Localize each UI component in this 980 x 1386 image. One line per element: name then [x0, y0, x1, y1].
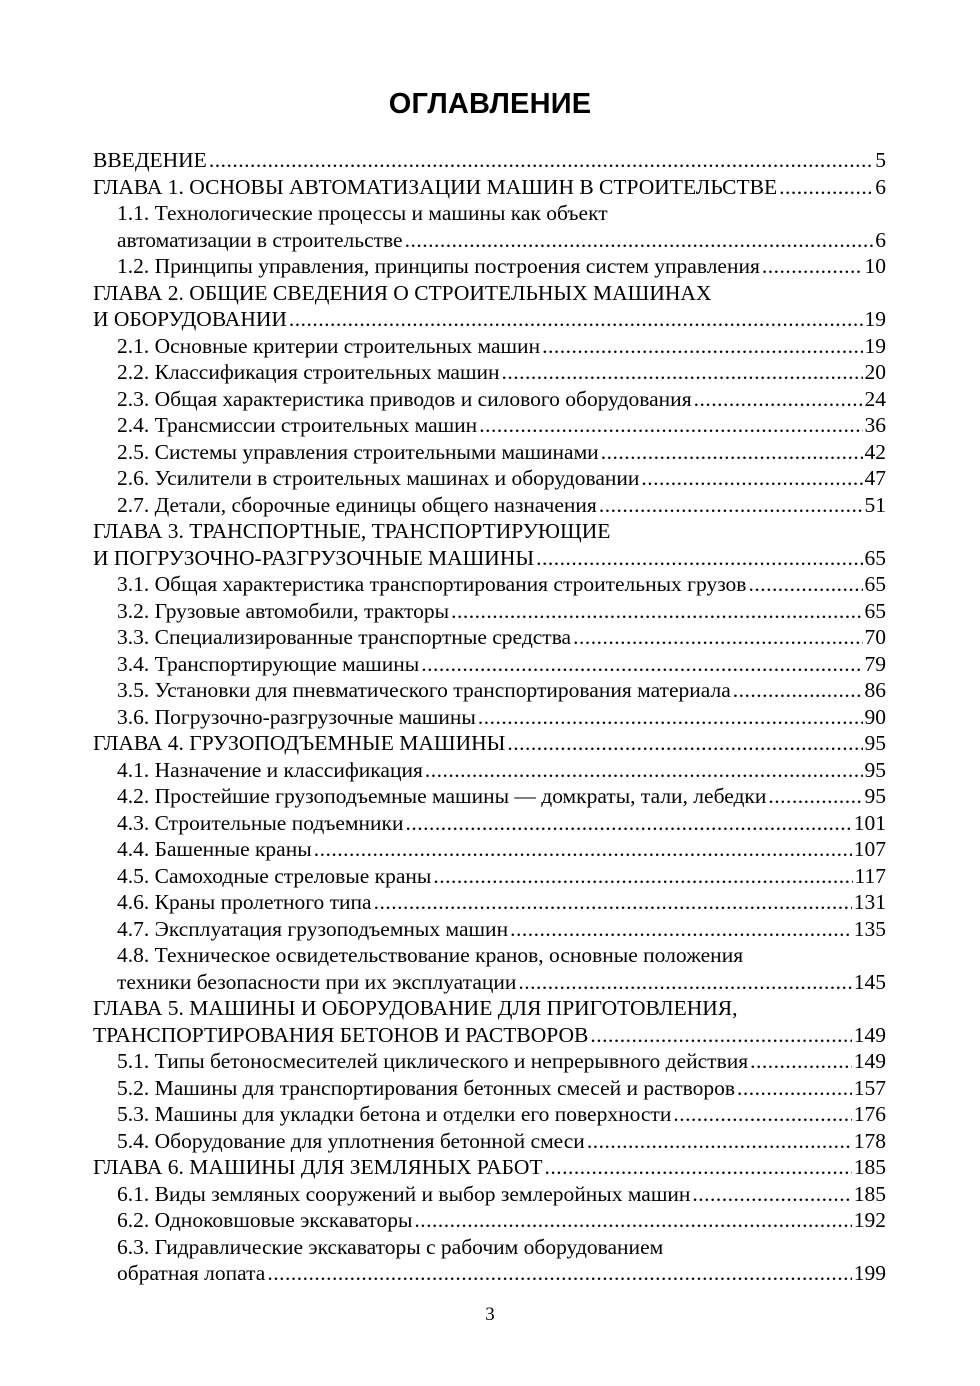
toc-dot-leader: [510, 916, 852, 943]
toc-entry-page: 10: [864, 254, 886, 278]
toc-dot-leader: [518, 969, 851, 996]
toc-entry-title: 4.7. Эксплуатация грузоподъемных машин: [117, 916, 509, 941]
toc-chapter-entry[interactable]: [93, 518, 886, 571]
toc-section-entry[interactable]: [93, 1048, 886, 1075]
toc-entry-title: 5.3. Машины для укладки бетона и отделки его поверхности: [117, 1102, 672, 1126]
toc-entry-page: 20: [864, 360, 886, 384]
toc-entry-title: ВВЕДЕНИЕ: [93, 148, 207, 172]
toc-entry-page: 178: [853, 1128, 886, 1153]
toc-entry-page: 51: [864, 492, 886, 517]
toc-entry-title: 1.2. Принципы управления, принципы построения систем управления: [117, 254, 760, 278]
toc-dot-leader: [750, 1048, 852, 1075]
toc-entry-title: 3.2. Грузовые автомобили, тракторы: [117, 598, 450, 623]
toc-dot-leader: [733, 677, 863, 704]
toc-entry-title-line: ГЛАВА 5. МАШИНЫ И ОБОРУДОВАНИЕ ДЛЯ ПРИГОТОВЛЕНИЯ,: [93, 996, 738, 1020]
toc-entry-page: 70: [864, 625, 886, 649]
toc-entry-title: 3.4. Транспортирующие машины: [117, 651, 420, 676]
toc-entry-title: ГЛАВА 1. ОСНОВЫ АВТОМАТИЗАЦИИ МАШИН В СТРОИТЕЛЬСТВЕ: [93, 174, 778, 199]
page-title: ОГЛАВЛЕНИЕ: [388, 88, 592, 120]
toc-dot-leader: [502, 359, 863, 386]
toc-entry-title: 3.5. Установки для пневматического транспортирования материала: [117, 678, 731, 702]
toc-dot-leader: [673, 1101, 851, 1128]
toc-entry-title: 4.6. Краны пролетного типа: [117, 890, 372, 914]
toc-section-entry[interactable]: [93, 333, 886, 360]
toc-entry-page: 90: [864, 704, 886, 729]
toc-entry-title: 2.4. Трансмиссии строительных машин: [117, 413, 478, 437]
toc-entry-page: 6: [875, 174, 886, 199]
toc-entry-title: 4.5. Самоходные стреловые краны: [117, 863, 432, 888]
toc-entry-page: 36: [864, 413, 886, 437]
toc-dot-leader: [748, 571, 862, 598]
toc-dot-leader: [267, 1260, 851, 1287]
toc-entry-title: 3.3. Специализированные транспортные средства: [117, 625, 572, 649]
toc-dot-leader: [414, 1207, 851, 1234]
toc-entry-page: 79: [864, 651, 886, 676]
toc-entry-title: обратная лопата: [117, 1261, 266, 1285]
toc-entry-page: 95: [864, 731, 886, 755]
toc-chapter-entry[interactable]: [93, 1154, 886, 1181]
toc-section-entry[interactable]: [93, 386, 886, 413]
toc-dot-leader: [425, 757, 863, 784]
toc-dot-leader: [451, 598, 862, 625]
toc-section-entry[interactable]: [93, 1234, 886, 1287]
toc-entry-title: ТРАНСПОРТИРОВАНИЯ БЕТОНОВ И РАСТВОРОВ: [93, 1022, 589, 1047]
toc-entry-page: 101: [853, 810, 886, 835]
toc-section-entry[interactable]: [93, 1128, 886, 1155]
toc-section-entry[interactable]: [93, 863, 886, 890]
toc-entry-page: 117: [854, 863, 886, 888]
toc-section-entry[interactable]: [93, 651, 886, 678]
toc-entry-title: 2.7. Детали, сборочные единицы общего назначения: [117, 492, 597, 517]
toc-entry-page: 5: [875, 148, 886, 172]
toc-entry-page: 86: [864, 678, 886, 702]
toc-entry-title: 4.1. Назначение и классификация: [117, 757, 423, 782]
toc-dot-leader: [536, 545, 862, 572]
toc-dot-leader: [289, 306, 863, 333]
toc-entry-page: 131: [853, 890, 886, 914]
toc-section-entry[interactable]: [93, 598, 886, 625]
toc-chapter-entry[interactable]: [93, 280, 886, 333]
toc-entry-title: 5.2. Машины для транспортирования бетонных смесей и растворов: [117, 1075, 736, 1100]
toc-dot-leader: [209, 147, 873, 174]
toc-dot-leader: [762, 253, 863, 280]
toc-section-entry[interactable]: [93, 1075, 886, 1102]
toc-entry-title-line: ГЛАВА 2. ОБЩИЕ СВЕДЕНИЯ О СТРОИТЕЛЬНЫХ МАШИНАХ: [93, 280, 712, 305]
toc-dot-leader: [641, 465, 862, 492]
toc-section-entry[interactable]: [93, 624, 886, 651]
toc-entry-page: 19: [864, 307, 886, 331]
toc-section-entry[interactable]: [93, 916, 886, 943]
toc-entry-page: 95: [864, 757, 886, 782]
toc-entry-page: 135: [853, 916, 886, 941]
toc-entry-page: 176: [853, 1102, 886, 1126]
toc-dot-leader: [737, 1075, 852, 1102]
toc-entry-title: 2.2. Классификация строительных машин: [117, 360, 500, 384]
toc-entry-page: 19: [864, 333, 886, 358]
toc-entry-page: 149: [853, 1022, 886, 1047]
toc-dot-leader: [692, 1181, 851, 1208]
table-of-contents: [93, 147, 886, 1287]
toc-section-entry[interactable]: [93, 810, 886, 837]
toc-section-entry[interactable]: [93, 836, 886, 863]
toc-chapter-entry[interactable]: [93, 730, 886, 757]
toc-entry-title: 2.5. Системы управления строительными машинами: [117, 439, 599, 464]
toc-entry-page: 107: [853, 837, 886, 861]
toc-dot-leader: [406, 810, 852, 837]
toc-entry-page: 192: [853, 1208, 886, 1232]
toc-dot-leader: [421, 651, 862, 678]
toc-dot-leader: [405, 227, 874, 254]
toc-entry-page: 157: [853, 1075, 886, 1100]
toc-entry-title: 2.6. Усилители в строительных машинах и оборудовании: [117, 466, 640, 490]
toc-dot-leader: [314, 836, 852, 863]
toc-entry-title: 4.4. Башенные краны: [117, 837, 312, 861]
toc-entry-page: 47: [864, 466, 886, 490]
toc-section-entry[interactable]: [93, 942, 886, 995]
toc-chapter-entry[interactable]: [93, 174, 886, 201]
toc-entry-page: 95: [864, 784, 886, 808]
toc-section-entry[interactable]: [93, 1181, 886, 1208]
toc-entry-title-line: 6.3. Гидравлические экскаваторы с рабочим оборудованием: [117, 1234, 664, 1259]
toc-entry-title: 6.2. Одноковшовые экскаваторы: [117, 1208, 413, 1232]
toc-entry-title: И ОБОРУДОВАНИИ: [93, 307, 287, 331]
toc-section-entry[interactable]: [93, 465, 886, 492]
toc-entry-page: 185: [853, 1181, 886, 1206]
toc-dot-leader: [768, 783, 862, 810]
page-number: 3: [485, 1304, 495, 1325]
toc-entry-title: техники безопасности при их эксплуатации: [117, 969, 517, 994]
toc-section-entry[interactable]: [93, 439, 886, 466]
toc-entry-title: 6.1. Виды земляных сооружений и выбор землеройных машин: [117, 1181, 691, 1206]
toc-entry-page: 185: [853, 1155, 886, 1179]
toc-dot-leader: [599, 492, 863, 519]
toc-section-entry[interactable]: [93, 1101, 886, 1128]
toc-entry-title: 5.1. Типы бетоносмесителей циклического и непрерывного действия: [117, 1049, 749, 1073]
toc-section-entry[interactable]: [93, 1207, 886, 1234]
toc-section-entry[interactable]: [93, 571, 886, 598]
toc-entry-page: 65: [864, 572, 886, 596]
toc-dot-leader: [542, 333, 862, 360]
toc-section-entry[interactable]: [93, 783, 886, 810]
toc-entry-page: 149: [853, 1049, 886, 1073]
toc-entry-page: 6: [875, 227, 886, 252]
toc-dot-leader: [507, 730, 862, 757]
toc-entry-title: 4.3. Строительные подъемники: [117, 810, 404, 835]
toc-entry-title: ГЛАВА 4. ГРУЗОПОДЪЕМНЫЕ МАШИНЫ: [93, 731, 506, 755]
toc-entry-page: 65: [864, 598, 886, 623]
toc-dot-leader: [374, 889, 852, 916]
toc-entry-title-line: 4.8. Техническое освидетельствование кранов, основные положения: [117, 943, 744, 967]
toc-entry-title: 2.3. Общая характеристика приводов и силового оборудования: [117, 386, 692, 411]
toc-section-entry[interactable]: [93, 677, 886, 704]
toc-dot-leader: [694, 386, 863, 413]
toc-entry-page: 145: [853, 969, 886, 994]
toc-entry-title: 2.1. Основные критерии строительных машин: [117, 333, 541, 358]
toc-entry-page: 24: [864, 386, 886, 411]
toc-entry-page: 199: [853, 1261, 886, 1285]
toc-dot-leader: [590, 1022, 851, 1049]
toc-entry-title: автоматизации в строительстве: [117, 227, 403, 252]
toc-entry-title: 3.1. Общая характеристика транспортирования строительных грузов: [117, 572, 747, 596]
toc-dot-leader: [573, 624, 862, 651]
toc-dot-leader: [601, 439, 863, 466]
toc-entry-title: 4.2. Простейшие грузоподъемные машины — домкраты, тали, лебедки: [117, 784, 767, 808]
toc-entry-page: 65: [864, 545, 886, 570]
toc-section-entry[interactable]: [93, 492, 886, 519]
toc-entry-title: ГЛАВА 6. МАШИНЫ ДЛЯ ЗЕМЛЯНЫХ РАБОТ: [93, 1155, 543, 1179]
toc-dot-leader: [779, 174, 873, 201]
toc-dot-leader: [479, 412, 862, 439]
toc-entry-title: И ПОГРУЗОЧНО-РАЗГРУЗОЧНЫЕ МАШИНЫ: [93, 545, 535, 570]
toc-section-entry[interactable]: [93, 359, 886, 386]
toc-entry-title: 3.6. Погрузочно-разгрузочные машины: [117, 704, 476, 729]
toc-dot-leader: [478, 704, 863, 731]
toc-chapter-entry[interactable]: [93, 147, 886, 174]
toc-section-entry[interactable]: [93, 889, 886, 916]
toc-dot-leader: [433, 863, 852, 890]
toc-dot-leader: [587, 1128, 852, 1155]
toc-entry-title-line: 1.1. Технологические процессы и машины как объект: [117, 201, 608, 225]
toc-entry-title: 5.4. Оборудование для уплотнения бетонной смеси: [117, 1128, 585, 1153]
toc-section-entry[interactable]: [93, 253, 886, 280]
toc-section-entry[interactable]: [93, 704, 886, 731]
toc-entry-page: 42: [864, 439, 886, 464]
toc-section-entry[interactable]: [93, 200, 886, 253]
toc-entry-title-line: ГЛАВА 3. ТРАНСПОРТНЫЕ, ТРАНСПОРТИРУЮЩИЕ: [93, 519, 611, 543]
toc-section-entry[interactable]: [93, 757, 886, 784]
toc-dot-leader: [545, 1154, 852, 1181]
toc-section-entry[interactable]: [93, 412, 886, 439]
toc-chapter-entry[interactable]: [93, 995, 886, 1048]
